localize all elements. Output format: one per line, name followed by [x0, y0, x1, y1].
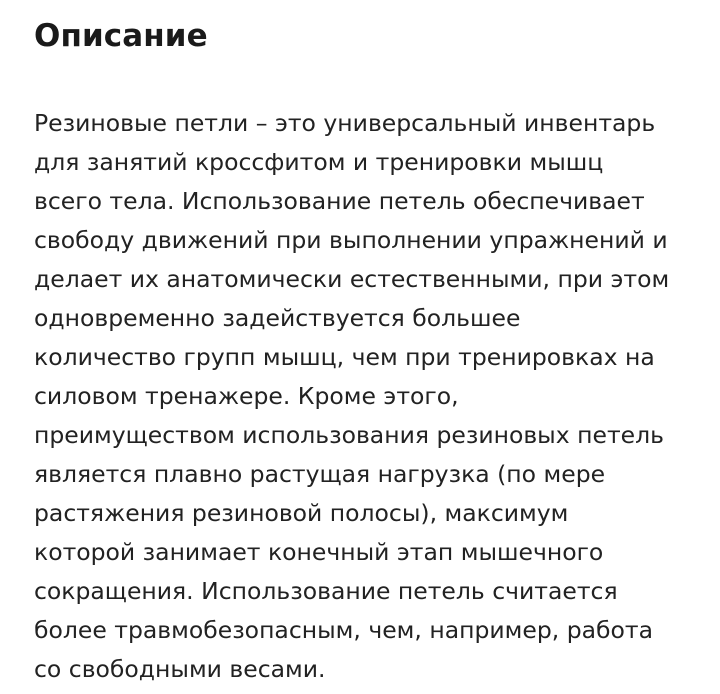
paragraph-line: одновременно задействуется большее — [34, 304, 521, 332]
paragraph-line: для занятий кроссфитом и тренировки мышц — [34, 148, 604, 176]
description-paragraph — [34, 104, 698, 689]
paragraph-line: силовом тренажере. Кроме этого, — [34, 382, 459, 410]
paragraph-line: свободу движений при выполнении упражнений и — [34, 226, 668, 254]
description-section — [34, 14, 698, 689]
paragraph-line: является плавно растущая нагрузка (по мере — [34, 460, 606, 488]
paragraph-line: всего тела. Использование петель обеспечивает — [34, 187, 645, 215]
paragraph-line: растяжения резиновой полосы), максимум — [34, 499, 569, 527]
paragraph-line: более травмобезопасным, чем, например, работа — [34, 616, 653, 644]
paragraph-line: сокращения. Использование петель считается — [34, 577, 618, 605]
paragraph-line: делает их анатомически естественными, при этом — [34, 265, 670, 293]
paragraph-line: со свободными весами. — [34, 655, 326, 683]
paragraph-line: преимуществом использования резиновых петель — [34, 421, 664, 449]
paragraph-line: количество групп мышц, чем при тренировках на — [34, 343, 655, 371]
paragraph-line: Резиновые петли – это универсальный инвентарь — [34, 109, 656, 137]
section-title: Описание — [34, 18, 208, 54]
paragraph-line: которой занимает конечный этап мышечного — [34, 538, 604, 566]
